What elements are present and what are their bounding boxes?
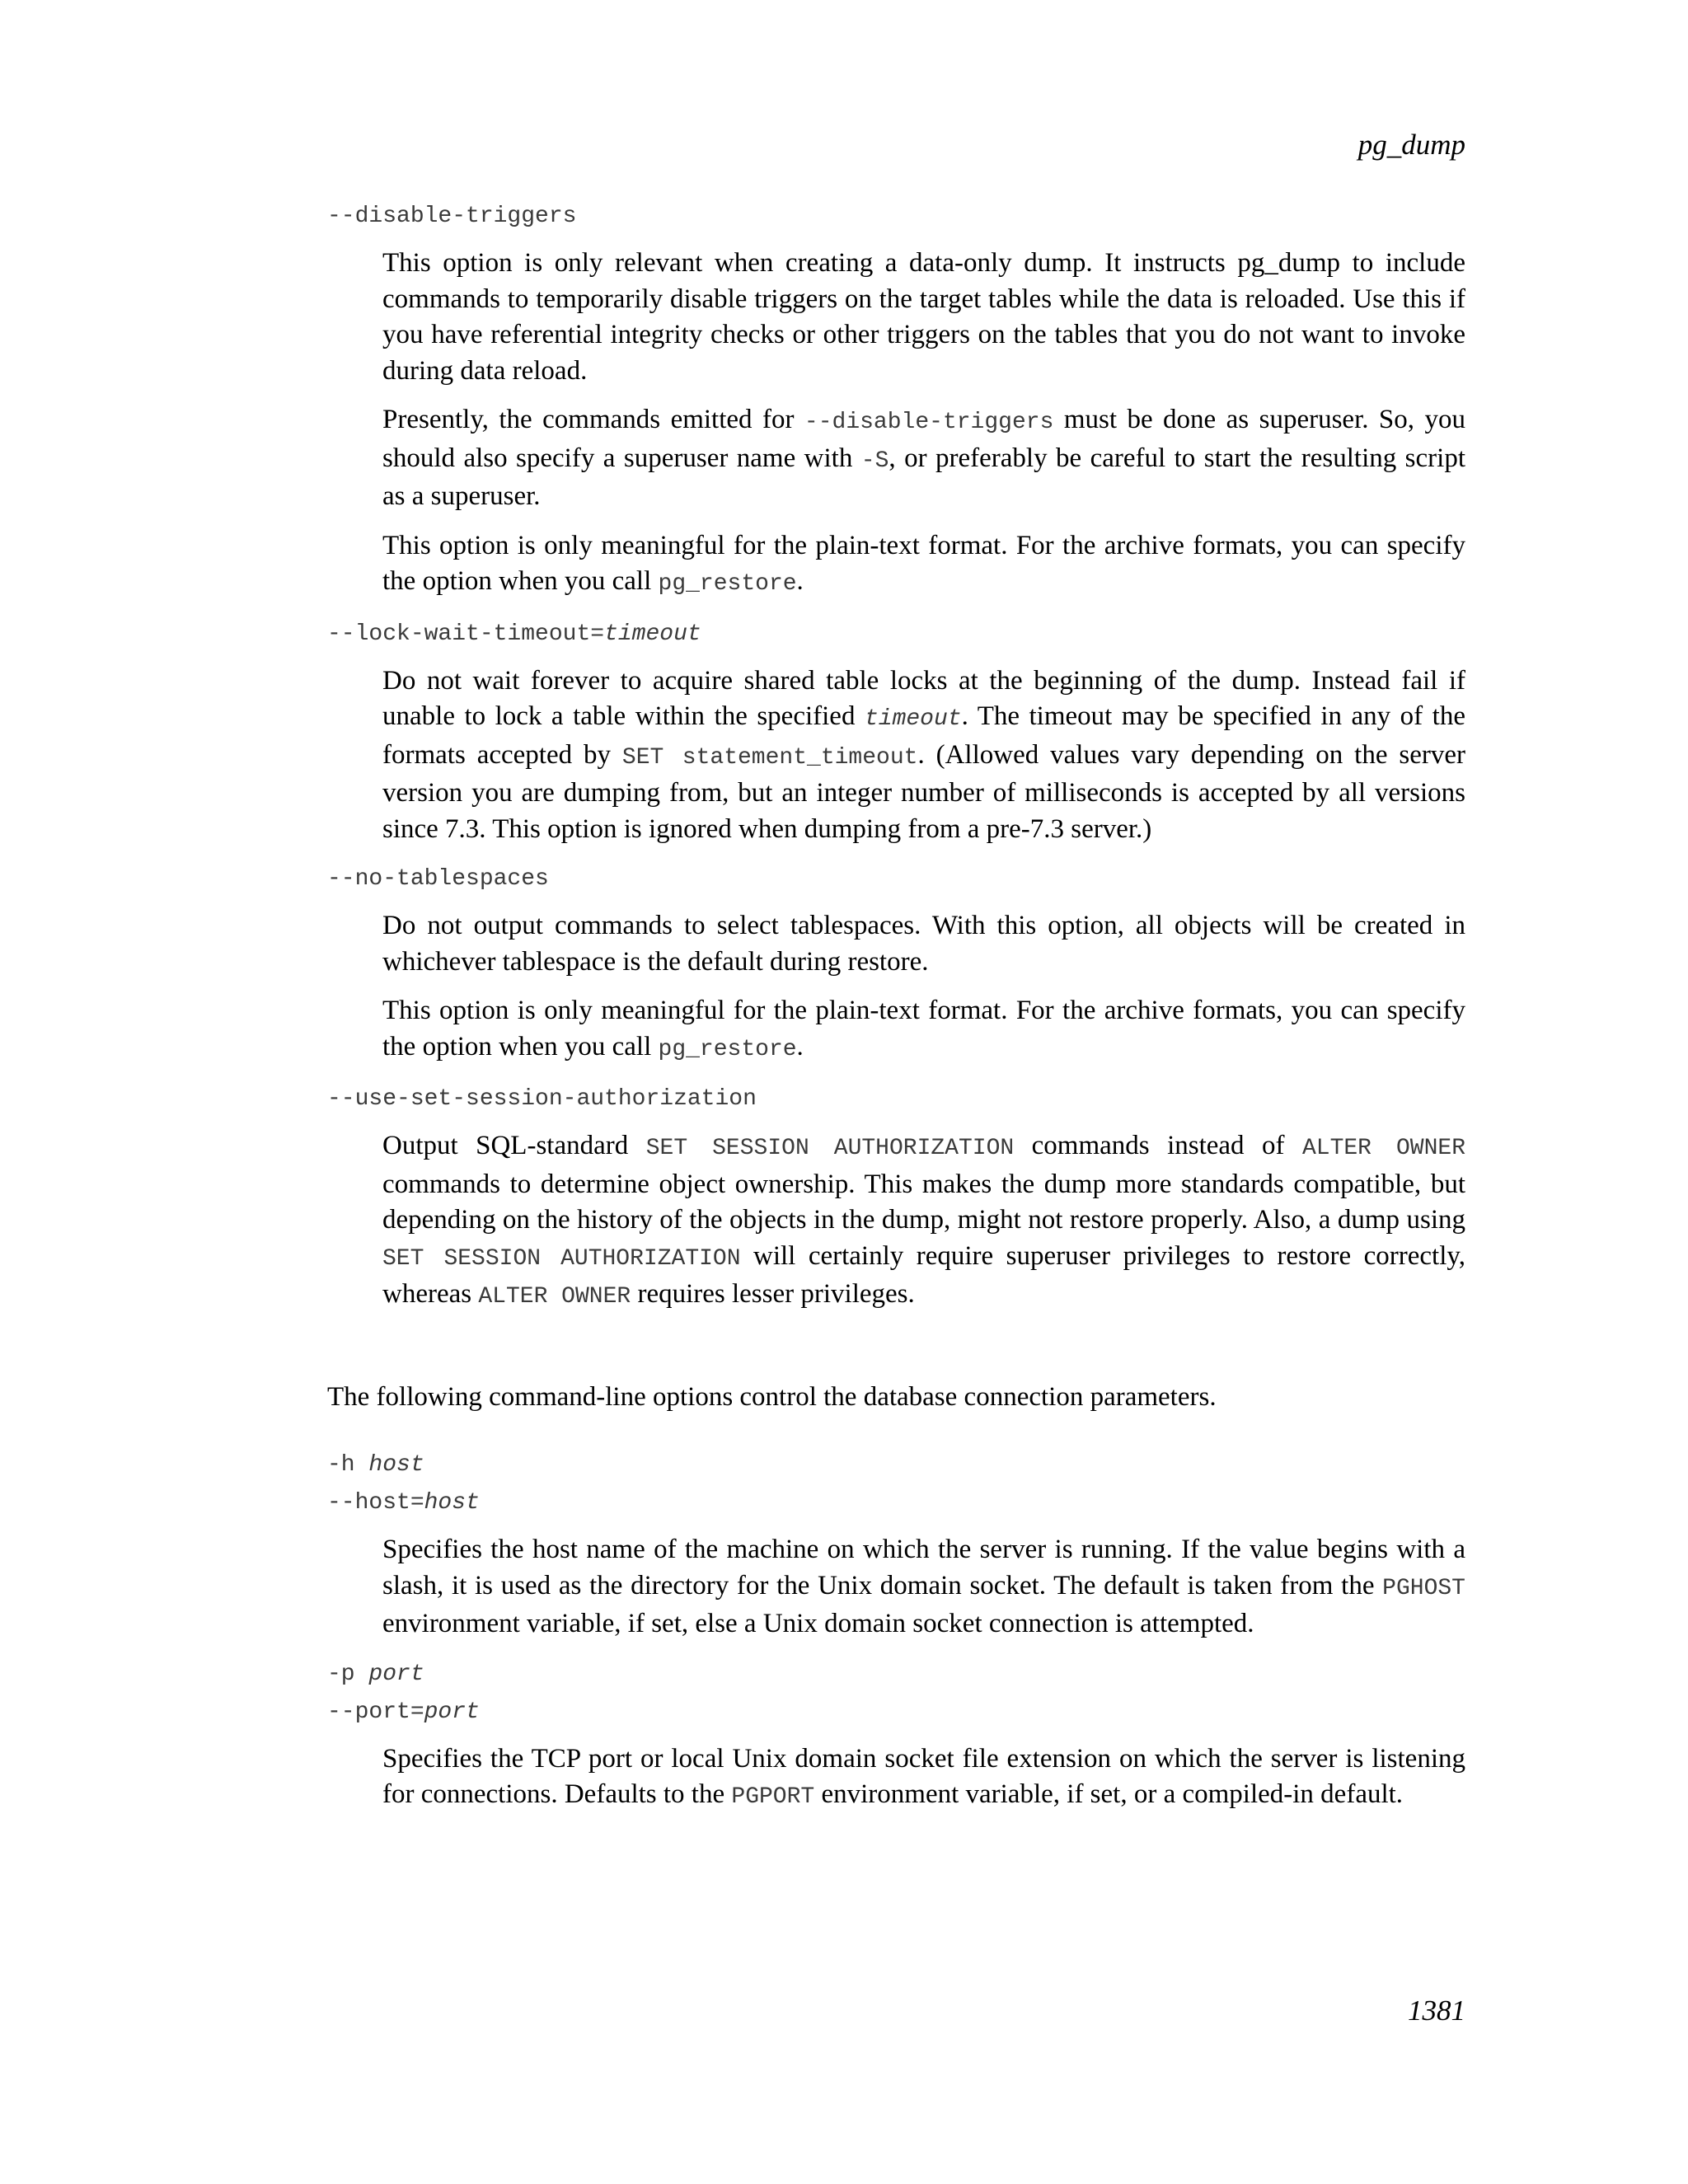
text-run: . The timeout may be specified in any of the formats accepted by xyxy=(382,701,1465,770)
inline-code: SET SESSION AUTHORIZATION xyxy=(382,1245,741,1272)
paragraph xyxy=(382,993,1465,1067)
text-run: commands to determine object ownership. This makes the dump more standards compatible, but depending on the history of the objects in the dump, might not restore properly. Also, a dump using xyxy=(382,1169,1465,1235)
option-term xyxy=(327,196,1465,234)
option-description xyxy=(382,1741,1465,1816)
inline-code: SET statement_timeout xyxy=(621,744,918,771)
page-number: 1381 xyxy=(1408,1994,1465,2027)
option-description xyxy=(382,1128,1465,1315)
text-run: . xyxy=(796,566,804,596)
paragraph xyxy=(382,1128,1465,1315)
option-port xyxy=(327,1654,1465,1816)
text-run: Output SQL-standard xyxy=(382,1131,646,1160)
running-header: pg_dump xyxy=(1357,129,1465,161)
text-run: must be done as superuser. So, you should also specify a superuser name with xyxy=(382,405,1465,473)
paragraph xyxy=(382,402,1465,515)
inline-code: timeout xyxy=(864,706,962,732)
text-run: . (Allowed values vary depending on the server version you are dumping from, but an integer number of milliseconds is accepted by all versions since 7.3. This option is ignored when dumping from a pre-7.3 server.) xyxy=(382,739,1465,844)
option-no-tablespaces xyxy=(327,859,1465,1067)
option-host xyxy=(327,1445,1465,1643)
text-run: . xyxy=(796,1031,804,1062)
paragraph xyxy=(382,1532,1465,1643)
text-run: requires lesser privileges. xyxy=(631,1279,915,1309)
option-term xyxy=(327,1654,1465,1692)
paragraph: Do not output commands to select tablespaces. With this option, all objects will be created in whichever tablespace is the default during restore. xyxy=(382,911,1465,977)
option-term xyxy=(327,614,1465,652)
option-description xyxy=(382,908,1465,1067)
option-flag: --disable-triggers xyxy=(327,204,577,229)
inline-code: pg_restore xyxy=(658,1036,797,1062)
page-content xyxy=(327,196,1465,1827)
inline-code: PGPORT xyxy=(731,1784,815,1810)
option-argument: host xyxy=(368,1452,424,1478)
inline-code: ALTER OWNER xyxy=(478,1284,631,1310)
text-run: environment variable, if set, else a Unix domain socket connection is attempted. xyxy=(382,1609,1254,1638)
option-description xyxy=(382,1532,1465,1643)
inline-code: pg_restore xyxy=(658,571,797,597)
inline-code: SET SESSION AUTHORIZATION xyxy=(645,1136,1015,1161)
option-flag: --lock-wait-timeout= xyxy=(327,621,605,647)
option-use-set-session-authorization xyxy=(327,1079,1465,1315)
text-run: environment variable, if set, or a compiled-in default. xyxy=(814,1779,1404,1809)
option-flag: --port= xyxy=(327,1699,424,1725)
option-term xyxy=(327,1445,1465,1483)
paragraph xyxy=(382,663,1465,848)
inline-code: PGHOST xyxy=(1382,1575,1465,1601)
option-argument: port xyxy=(424,1699,480,1725)
text-run: Specifies the host name of the machine on which the server is running. If the value begins with a slash, it is used as the directory for the Unix domain socket. The default is taken from the xyxy=(382,1535,1465,1601)
option-argument: port xyxy=(368,1661,424,1687)
option-term xyxy=(327,1079,1465,1117)
option-flag: -p xyxy=(327,1661,369,1687)
connection-intro: The following command-line options control the database connection parameters. xyxy=(327,1381,1217,1412)
text-run: This option is only meaningful for the plain-text format. For the archive formats, you can specify the option when you call xyxy=(382,996,1465,1062)
option-argument: host xyxy=(424,1490,480,1516)
inline-code: --disable-triggers xyxy=(804,410,1054,435)
text-run: Do not wait forever to acquire shared table locks at the beginning of the dump. Instead fail if unable to lock a table within the specified xyxy=(382,665,1465,731)
paragraph xyxy=(382,528,1465,602)
text-run: will certainly require superuser privileges to restore correctly, whereas xyxy=(382,1240,1465,1309)
option-description xyxy=(382,663,1465,848)
option-term xyxy=(327,859,1465,897)
option-lock-wait-timeout xyxy=(327,614,1465,848)
option-flag: --host= xyxy=(327,1490,424,1516)
paragraph: This option is only relevant when creating a data-only dump. It instructs pg_dump to include commands to temporarily disable triggers on the target tables while the data is reloaded. Use this if you have referential integrity checks or other triggers on the tables that you do not want to invoke during data reload. xyxy=(382,248,1465,386)
text-run: , or preferably be careful to start the resulting script as a superuser. xyxy=(382,443,1465,511)
inline-code: -S xyxy=(860,448,889,474)
option-term xyxy=(327,1483,1465,1521)
text-run: This option is only meaningful for the plain-text format. For the archive formats, you can specify the option when you call xyxy=(382,530,1465,596)
option-flag: -h xyxy=(327,1452,369,1478)
inline-code: ALTER OWNER xyxy=(1301,1136,1466,1161)
option-description xyxy=(382,246,1465,602)
paragraph xyxy=(382,1741,1465,1816)
option-flag: --no-tablespaces xyxy=(327,866,549,892)
text-run: Specifies the TCP port or local Unix domain socket file extension on which the server is listening for connections. Defaults to the xyxy=(382,1743,1465,1809)
text-run: commands instead of xyxy=(1014,1131,1302,1160)
option-term xyxy=(327,1692,1465,1730)
text-run: Presently, the commands emitted for xyxy=(382,405,804,434)
option-disable-triggers xyxy=(327,196,1465,602)
option-flag: --use-set-session-authorization xyxy=(327,1086,757,1112)
option-argument: timeout xyxy=(604,621,701,647)
